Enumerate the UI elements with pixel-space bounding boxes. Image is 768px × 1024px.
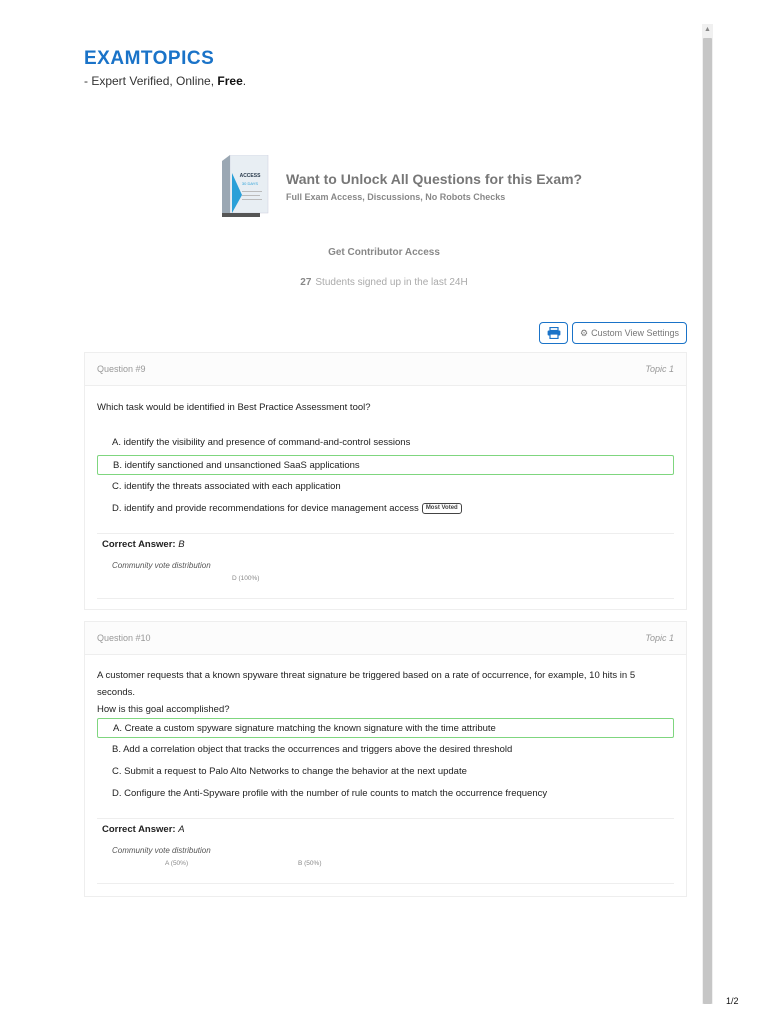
exam-book-image [220, 155, 270, 217]
contributor-access-link[interactable]: Get Contributor Access [328, 247, 440, 258]
answer-section [97, 533, 674, 599]
choice-c[interactable]: C. Submit a request to Palo Alto Networks to change the behavior at the next update [112, 766, 467, 777]
choice-b[interactable]: B. Add a correlation object that tracks the occurrences and triggers above the desired threshold [112, 744, 513, 755]
settings-label: Custom View Settings [591, 328, 679, 338]
vote-item: B (50%) [298, 860, 322, 867]
correct-answer-value: A [178, 824, 185, 835]
book-days: 30 DAYS [241, 181, 259, 186]
scrollbar-thumb[interactable] [703, 38, 712, 1004]
choice-c[interactable]: C. identify the threats associated with each application [112, 481, 341, 492]
topic-label: Topic 1 [645, 633, 674, 643]
printer-icon [547, 327, 561, 339]
question-text: Which task would be identified in Best Practice Assessment tool? [97, 402, 371, 413]
question-number: Question #10 [97, 633, 151, 643]
choice-d[interactable]: D. Configure the Anti-Spyware profile with the number of rule counts to match the occurrence frequency [112, 788, 548, 799]
choice-d[interactable] [97, 499, 674, 519]
tagline [84, 74, 246, 88]
answer-section [97, 818, 674, 884]
question-card [84, 352, 687, 610]
vote-item: D (100%) [232, 575, 260, 582]
choice-d-text: D. identify and provide recommendations for device management access [112, 503, 419, 514]
print-button[interactable] [539, 322, 568, 344]
question-text-line-2: How is this goal accomplished? [97, 704, 230, 715]
question-card [84, 621, 687, 897]
question-header [85, 622, 686, 655]
choice-a[interactable]: A. identify the visibility and presence of command-and-control sessions [112, 437, 411, 448]
examtopics-logo[interactable]: EXAMTOPICS [84, 48, 215, 69]
signup-number: 27 [300, 277, 312, 288]
gear-icon: ⚙ [580, 327, 589, 338]
correct-answer-value: B [178, 539, 185, 550]
promo-subtitle: Full Exam Access, Discussions, No Robots Checks [286, 192, 506, 202]
tagline-suffix: . [242, 74, 247, 88]
correct-answer [102, 539, 185, 550]
signup-text: Students signed up in the last 24H [315, 277, 468, 288]
question-number: Question #9 [97, 364, 146, 374]
topic-label: Topic 1 [645, 364, 674, 374]
choice-a[interactable]: A. Create a custom spyware signature matching the known signature with the time attribute [97, 718, 674, 738]
most-voted-badge: Most Voted [422, 503, 462, 514]
book-label: ACCESS [239, 173, 261, 179]
scroll-up-arrow-icon[interactable]: ▲ [704, 26, 711, 33]
vote-distribution-label: Community vote distribution [112, 561, 211, 570]
question-text [97, 667, 667, 718]
tagline-prefix: - Expert Verified, Online, [84, 74, 218, 88]
correct-answer-label: Correct Answer: [102, 824, 176, 835]
correct-answer [102, 824, 185, 835]
tagline-bold: Free [217, 74, 243, 88]
question-header [85, 353, 686, 386]
vote-distribution-label: Community vote distribution [112, 846, 211, 855]
signup-count [0, 277, 768, 288]
correct-answer-label: Correct Answer: [102, 539, 176, 550]
question-text-line-1: A customer requests that a known spyware threat signature be triggered based on a rate of occurrence, for example, 10 hits in 5 seconds. [97, 670, 636, 698]
page-number: 1/2 [726, 996, 739, 1006]
vote-item: A (50%) [165, 860, 189, 867]
choice-b[interactable]: B. identify sanctioned and unsanctioned SaaS applications [97, 455, 674, 475]
custom-view-settings-button[interactable] [572, 322, 687, 344]
promo-title: Want to Unlock All Questions for this Exam? [286, 171, 583, 187]
